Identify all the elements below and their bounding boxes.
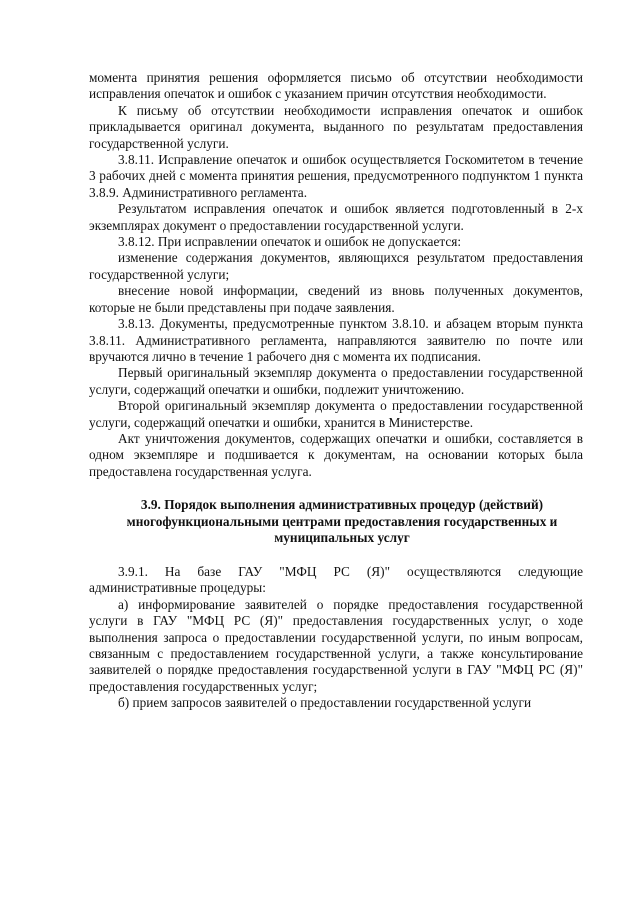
paragraph: 3.8.13. Документы, предусмотренные пунктом 3.8.10. и абзацем вторым пункта 3.8.11. Административного регламента, направляются заявителю по почте или вручаются лично в течение 1 рабочего дня с момента их подписания. xyxy=(89,316,583,364)
spacer xyxy=(89,480,583,497)
paragraph: момента принятия решения оформляется письмо об отсутствии необходимости исправления опечаток и ошибок с указанием причин отсутствия необходимости. xyxy=(89,70,583,102)
section-heading: 3.9. Порядок выполнения административных процедур (действий) многофункциональными центрами предоставления государственных и муниципальных услуг xyxy=(126,497,558,546)
paragraph: а) информирование заявителей о порядке предоставления государственной услуги в ГАУ "МФЦ РС (Я)" предоставления государственных услуг, о ходе выполнения запроса о предоставлении государственной услуги, по иным вопросам, связанным с предоставлением государственной услуги, а также консультирование заявителей о порядке предоставления государственной услуги в ГАУ "МФЦ РС (Я)" предоставления государственных услуг; xyxy=(89,596,583,694)
paragraph: 3.9.1. На базе ГАУ "МФЦ РС (Я)" осуществляются следующие административные процедуры: xyxy=(89,563,583,596)
paragraph: б) прием запросов заявителей о предоставлении государственной услуги xyxy=(118,695,532,711)
paragraph: изменение содержания документов, являющихся результатом предоставления государственной услуги; xyxy=(89,250,583,282)
paragraph: 3.8.12. При исправлении опечаток и ошибок не допускается: xyxy=(118,234,462,250)
paragraph: Второй оригинальный экземпляр документа о предоставлении государственной услуги, содержащий опечатки и ошибки, хранится в Министерстве. xyxy=(89,398,583,430)
paragraph: 3.8.11. Исправление опечаток и ошибок осуществляется Госкомитетом в течение 3 рабочих дней с момента принятия решения, предусмотренного подпунктом 1 пункта 3.8.9. Административного регламента. xyxy=(89,152,583,200)
paragraph: Результатом исправления опечаток и ошибок является подготовленный в 2-х экземплярах документ о предоставлении государственной услуги. xyxy=(89,201,583,233)
document-page xyxy=(89,70,583,712)
paragraph: Акт уничтожения документов, содержащих опечатки и ошибки, составляется в одном экземпляре и подшивается к документам, на основании которых была предоставлена государственная услуга. xyxy=(89,430,583,479)
spacer xyxy=(89,547,583,564)
paragraph: К письму об отсутствии необходимости исправления опечаток и ошибок прикладывается оригинал документа, выданного по результатам предоставления государственной услуги. xyxy=(89,102,583,151)
paragraph: внесение новой информации, сведений из вновь полученных документов, которые не были представлены при подаче заявления. xyxy=(89,283,583,315)
paragraph: Первый оригинальный экземпляр документа о предоставлении государственной услуги, содержащий опечатки и ошибки, подлежит уничтожению. xyxy=(89,365,583,397)
